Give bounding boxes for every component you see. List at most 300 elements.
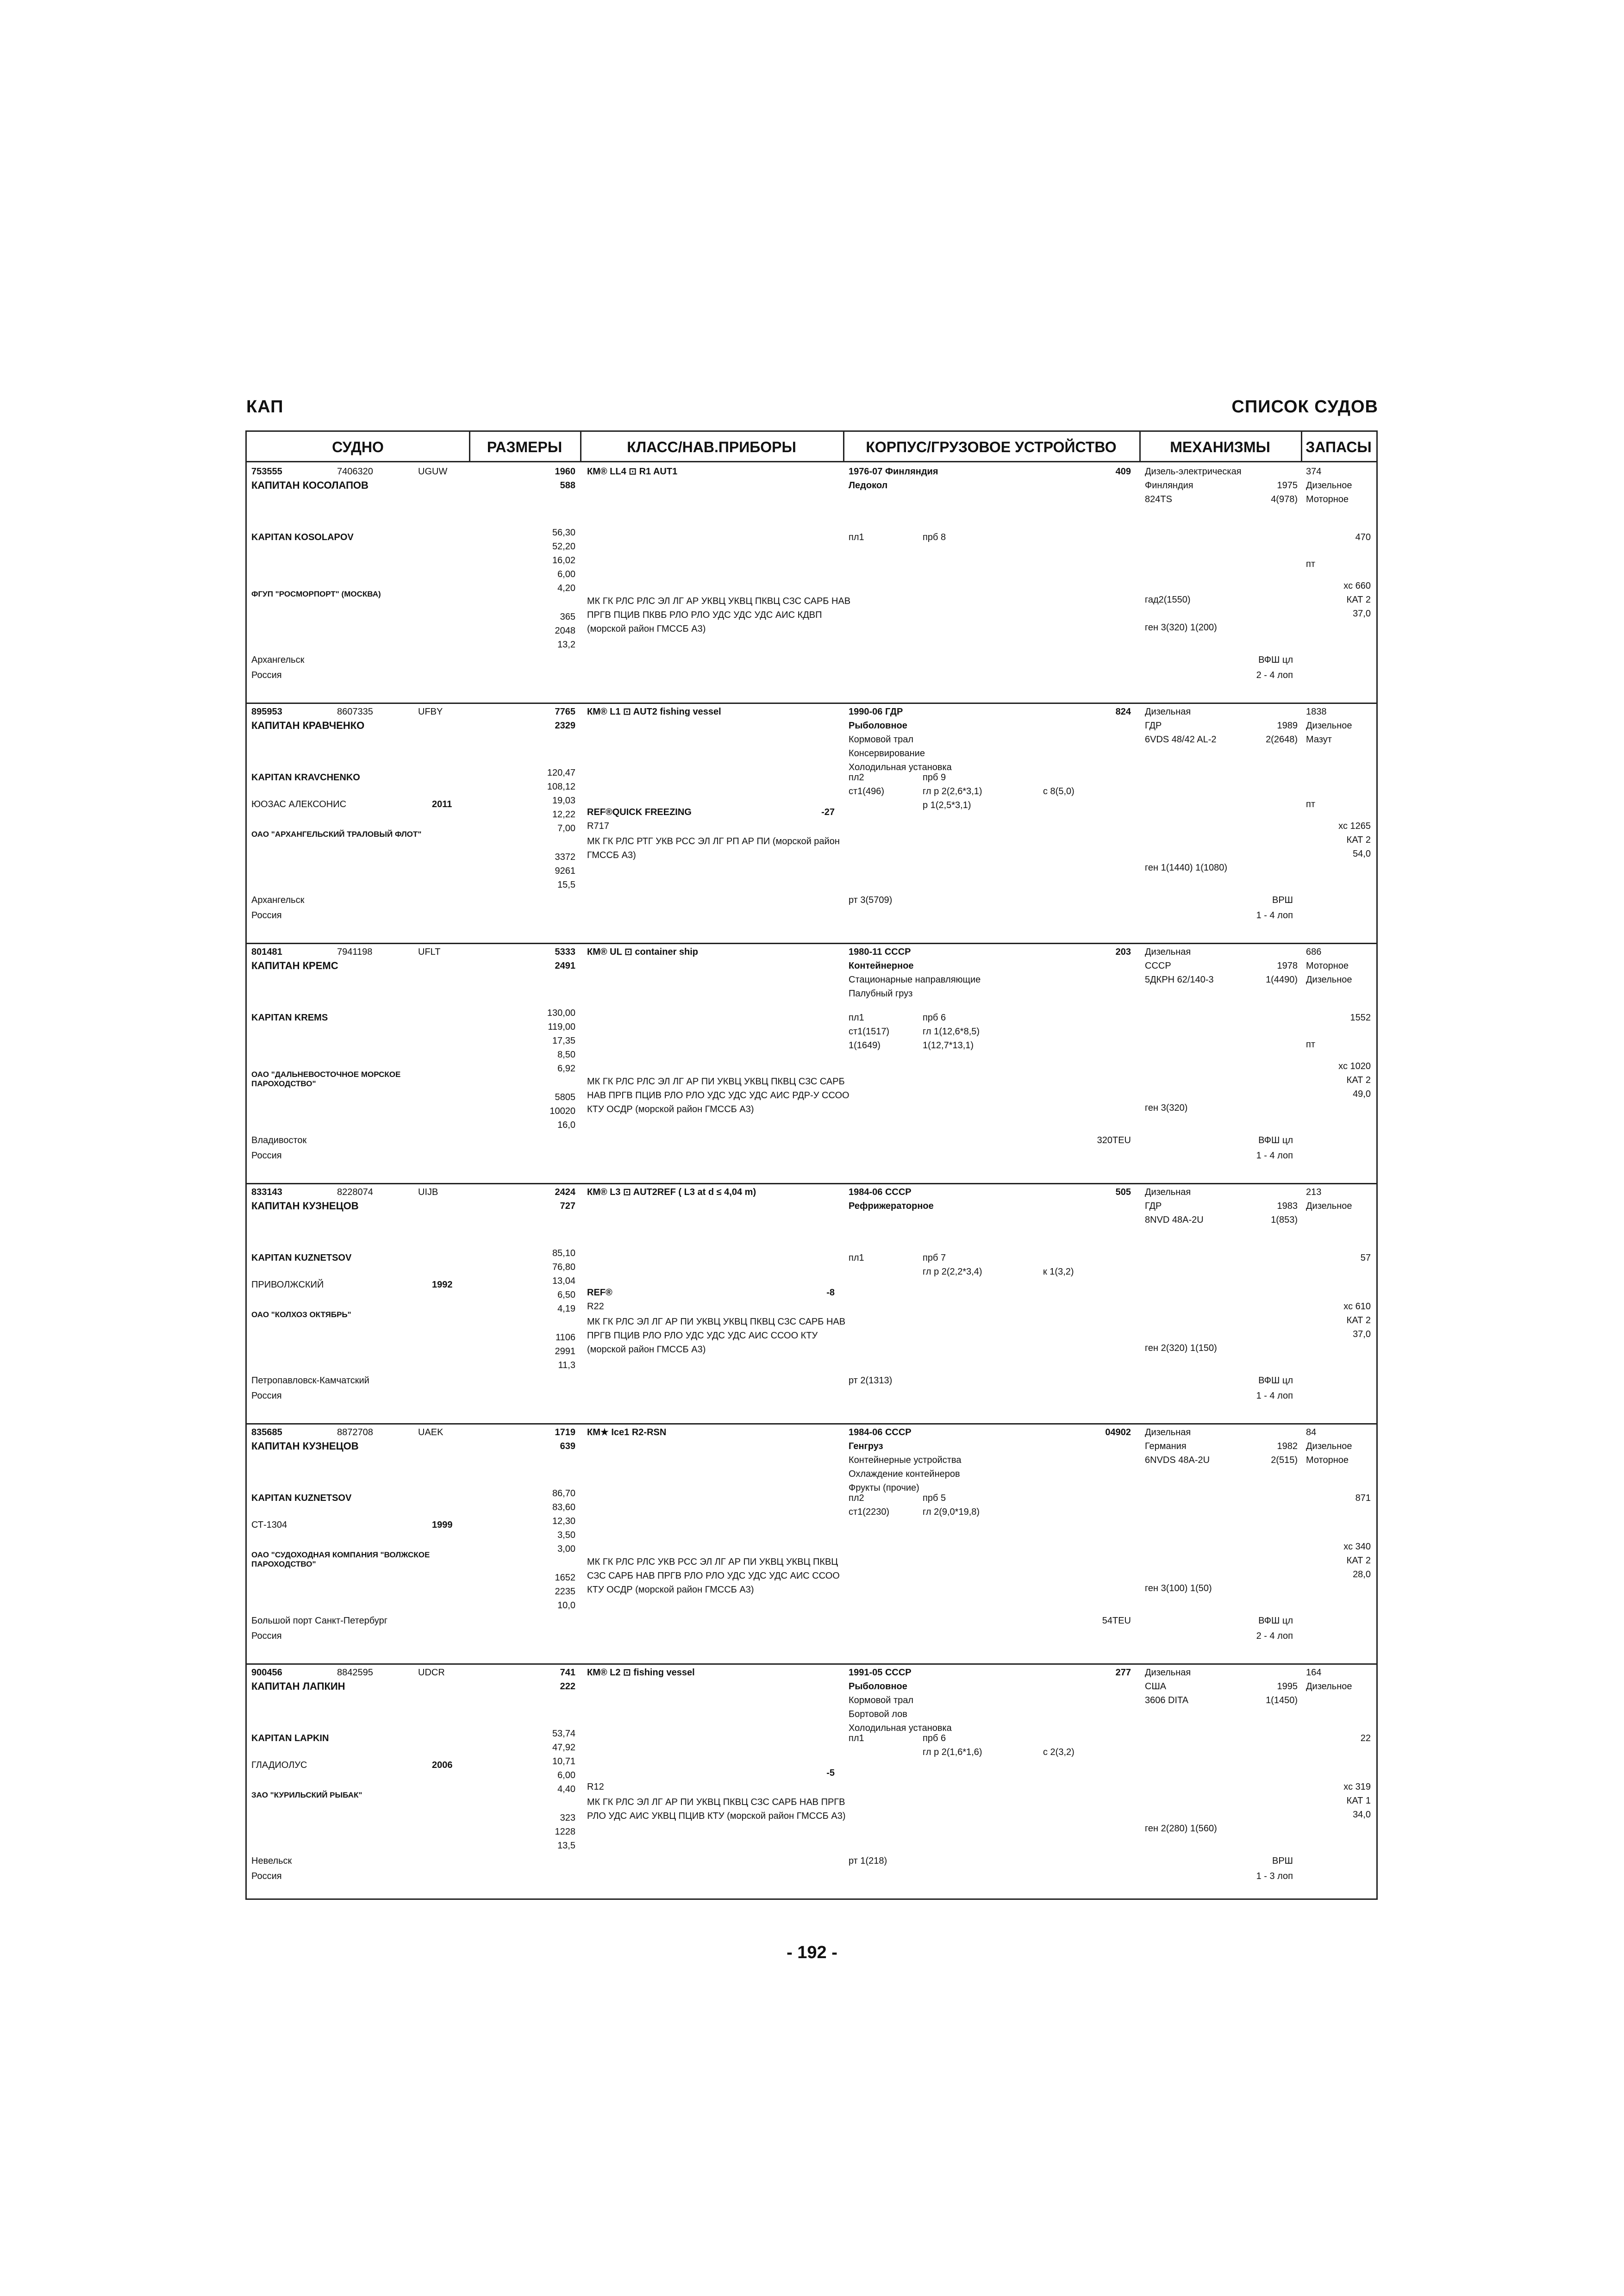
call-sign: UIJB xyxy=(418,1187,438,1197)
propeller-blades: 1 - 3 лоп xyxy=(1256,1871,1293,1881)
engine-item: Германия xyxy=(1145,1441,1187,1451)
imo-number: 7941198 xyxy=(337,947,373,957)
registry-number: 895953 xyxy=(251,707,282,717)
record-separator xyxy=(247,1423,1376,1425)
former-name-year: 2011 xyxy=(432,799,452,809)
page-number: - 192 - xyxy=(787,1943,837,1962)
dims2-item: 1106 xyxy=(555,1332,575,1343)
dims-item: 47,92 xyxy=(552,1742,575,1753)
cargo_a-item: пл1 xyxy=(849,532,864,542)
reserves-item: Моторное xyxy=(1306,961,1349,971)
dims-item: 6,00 xyxy=(557,1770,575,1780)
cargo_b-item: прб 6 xyxy=(923,1013,946,1023)
class-notation: КМ® LL4 ⊡ R1 AUT1 xyxy=(587,467,678,477)
hull_lines-item: Стационарные направляющие xyxy=(849,975,981,985)
record-separator xyxy=(247,1183,1376,1184)
home-port: Большой порт Санкт-Петербург xyxy=(251,1616,388,1626)
dims2-item: 2235 xyxy=(555,1587,575,1597)
engine-item: США xyxy=(1145,1681,1167,1692)
dims-item: 120,47 xyxy=(547,768,575,778)
refrigeration-class: REF®QUICK FREEZING xyxy=(587,807,692,817)
gross-tonnage: 741 xyxy=(560,1668,575,1678)
dims2-item: 16,0 xyxy=(557,1120,575,1130)
build-number: 203 xyxy=(1115,947,1131,957)
teu-capacity: 54TEU xyxy=(1102,1616,1131,1626)
dims-item: 10,71 xyxy=(552,1756,575,1767)
ship-record xyxy=(247,1423,1376,1663)
reserves-item: Дизельное xyxy=(1306,1201,1352,1211)
record-separator xyxy=(247,943,1376,944)
home-port: Невельск xyxy=(251,1856,292,1866)
header-right: СПИСОК СУДОВ xyxy=(1231,397,1378,417)
dims2-item: 2991 xyxy=(555,1346,575,1356)
divider xyxy=(1139,432,1141,462)
engine-item: Финляндия xyxy=(1145,480,1193,491)
gross-tonnage: 2424 xyxy=(555,1187,575,1197)
divider xyxy=(1301,432,1302,462)
generators: ген 1(1440) 1(1080) xyxy=(1145,863,1228,873)
engine-item: Дизельная xyxy=(1145,1427,1191,1437)
cargo-gear: к 1(3,2) xyxy=(1043,1267,1074,1277)
fuel-pt: пт xyxy=(1306,1039,1315,1050)
hold-capacity: рт 1(218) xyxy=(849,1856,887,1866)
nav-equipment: МК ГК РЛС ЭЛ ЛГ АР ПИ УКВЦ ПКВЦ СЗС САРБ НАВ ПРГВ РЛО УДС АИС УКВЦ ПЦИВ КТУ (морской район ГМССБ А3) xyxy=(587,1797,846,1821)
net-tonnage: 727 xyxy=(560,1201,575,1211)
res_bottom-item: 28,0 xyxy=(1353,1569,1371,1580)
reserves-item: Дизельное xyxy=(1306,480,1352,491)
build-date: 1976-07 Финляндия xyxy=(849,467,938,477)
cargo_a-item: пл1 xyxy=(849,1733,864,1743)
dims2-item: 10020 xyxy=(550,1106,575,1116)
fuel-pt: пт xyxy=(1306,799,1315,809)
fuel-capacity: 22 xyxy=(1360,1733,1371,1743)
divider xyxy=(843,432,844,462)
reserves-item: Моторное xyxy=(1306,494,1349,504)
engine-item: 6VDS 48/42 AL-2 xyxy=(1145,734,1217,745)
record-separator xyxy=(247,1663,1376,1665)
dims-item: 8,50 xyxy=(557,1050,575,1060)
fuel-pt: пт xyxy=(1306,559,1315,569)
call-sign: UFLT xyxy=(418,947,441,957)
owner: ФГУП "РОСМОРПОРТ" (МОСКВА) xyxy=(251,590,381,598)
call-sign: UGUW xyxy=(418,467,448,477)
dims-item: 108,12 xyxy=(547,782,575,792)
fuel-capacity: 470 xyxy=(1355,532,1371,542)
hull_lines-item: Палубный груз xyxy=(849,989,913,999)
cargo_a-item: пл2 xyxy=(849,772,864,783)
gross-tonnage: 1719 xyxy=(555,1427,575,1437)
nav-equipment: МК ГК РЛС РЛС ЭЛ ЛГ АР УКВЦ УКВЦ ПКВЦ СЗС САРБ НАВ ПРГВ ПЦИВ ПКВБ РЛО РЛО УДС УДС УДС АИС КДВП (морской район ГМССБ А3) xyxy=(587,596,851,634)
owner: ЗАО "КУРИЛЬСКИЙ РЫБАК" xyxy=(251,1791,362,1799)
ship-table xyxy=(245,430,1378,1900)
res_bottom-item: КАТ 2 xyxy=(1346,1315,1371,1325)
res_bottom-item: КАТ 2 xyxy=(1346,1075,1371,1085)
build-date: 1980-11 СССР xyxy=(849,947,911,957)
generators: ген 2(280) 1(560) xyxy=(1145,1823,1217,1834)
dims-item: 6,50 xyxy=(557,1290,575,1300)
build-date: 1984-06 СССР xyxy=(849,1427,912,1437)
hull_lines-item: Рефрижераторное xyxy=(849,1201,934,1211)
propeller-blades: 2 - 4 лоп xyxy=(1256,670,1293,680)
dims2-item: 11,3 xyxy=(558,1360,575,1370)
engine-item: Дизельная xyxy=(1145,707,1191,717)
dims2-item: 2048 xyxy=(555,626,575,636)
hold-capacity: рт 3(5709) xyxy=(849,895,893,905)
header-left: КАП xyxy=(246,397,284,417)
cargo_b-item: гл р 2(2,2*3,4) xyxy=(923,1267,982,1277)
cargo_a-item: пл2 xyxy=(849,1493,864,1503)
cargo_a-item: ст1(2230) xyxy=(849,1507,890,1517)
hull_lines-item: Рыболовное xyxy=(849,721,907,731)
vessel-name: КАПИТАН КРАВЧЕНКО xyxy=(251,720,365,731)
engine-item: ГДР xyxy=(1145,721,1162,731)
dims2-item: 365 xyxy=(560,612,575,622)
owner: ОАО "СУДОХОДНАЯ КОМПАНИЯ "ВОЛЖСКОЕ ПАРОХОДСТВО" xyxy=(251,1550,430,1568)
engine-year: 1995 xyxy=(1277,1681,1298,1692)
engine-power: 2(515) xyxy=(1271,1455,1298,1465)
dims-item: 4,40 xyxy=(557,1784,575,1794)
res_bottom-item: хс 319 xyxy=(1343,1782,1371,1792)
hull_lines-item: Контейнерные устройства xyxy=(849,1455,962,1465)
hull_lines-item: Генгруз xyxy=(849,1441,883,1451)
owner: ОАО "ДАЛЬНЕВОСТОЧНОЕ МОРСКОЕ ПАРОХОДСТВО" xyxy=(251,1070,401,1088)
engine-item: СССР xyxy=(1145,961,1171,971)
former-name-year: 1992 xyxy=(432,1280,453,1290)
propeller: ВРШ xyxy=(1272,895,1293,905)
imo-number: 8607335 xyxy=(337,707,373,717)
engine-item: 8NVD 48A-2U xyxy=(1145,1215,1204,1225)
dims-item: 130,00 xyxy=(547,1008,575,1018)
dims-item: 86,70 xyxy=(552,1488,575,1499)
boiler: гад2(1550) xyxy=(1145,595,1191,605)
hull_lines-item: Холодильная установка xyxy=(849,762,952,772)
call-sign: UDCR xyxy=(418,1668,445,1678)
divider xyxy=(580,432,581,462)
ship-record xyxy=(247,943,1376,1183)
propeller-blades: 1 - 4 лоп xyxy=(1256,1151,1293,1161)
reserves-item: Дизельное xyxy=(1306,721,1352,731)
res_bottom-item: 54,0 xyxy=(1353,849,1371,859)
vessel-name-latin: KAPITAN KREMS xyxy=(251,1013,328,1023)
res_bottom-item: 34,0 xyxy=(1353,1810,1371,1820)
hull_lines-item: Охлаждение контейнеров xyxy=(849,1469,960,1479)
dims2-item: 5805 xyxy=(555,1092,575,1102)
engine-item: 3606 DITA xyxy=(1145,1695,1189,1705)
class-notation: КМ® L3 ⊡ AUT2REF ( L3 at d ≤ 4,04 m) xyxy=(587,1187,756,1197)
cargo_a-item: ст1(1517) xyxy=(849,1027,890,1037)
build-number: 409 xyxy=(1115,467,1131,477)
col-dimensions: РАЗМЕРЫ xyxy=(469,432,580,462)
dims-item: 76,80 xyxy=(552,1262,575,1272)
hull_lines-item: Холодильная установка xyxy=(849,1723,952,1733)
fuel-capacity: 871 xyxy=(1355,1493,1371,1503)
owner: ОАО "АРХАНГЕЛЬСКИЙ ТРАЛОВЫЙ ФЛОТ" xyxy=(251,830,422,839)
flag-country: Россия xyxy=(251,910,282,921)
former-name-year: 2006 xyxy=(432,1760,453,1770)
record-separator xyxy=(247,703,1376,704)
hull_lines-item: Ледокол xyxy=(849,480,888,491)
dims2-item: 13,2 xyxy=(557,640,575,650)
reserves-item: 374 xyxy=(1306,467,1322,477)
dims-item: 12,22 xyxy=(552,809,575,820)
net-tonnage: 2329 xyxy=(555,721,575,731)
dims-item: 56,30 xyxy=(552,528,575,538)
nav-equipment: МК ГК РЛС РЛС ЭЛ ЛГ АР ПИ УКВЦ УКВЦ ПКВЦ СЗС САРБ НАВ ПРГВ ПЦИВ РЛО РЛО УДС УДС УДС АИС РДР-У ССОО КТУ ОСДР (морской район ГМССБ А3) xyxy=(587,1076,849,1114)
hull_lines-item: Фрукты (прочие) xyxy=(849,1483,919,1493)
generators: ген 3(320) xyxy=(1145,1103,1188,1113)
net-tonnage: 639 xyxy=(560,1441,575,1451)
res_bottom-item: хс 610 xyxy=(1343,1301,1371,1312)
engine-item: 6NVDS 48A-2U xyxy=(1145,1455,1210,1465)
dims-item: 85,10 xyxy=(552,1248,575,1258)
vessel-name: КАПИТАН ЛАПКИН xyxy=(251,1680,345,1692)
dims-item: 16,02 xyxy=(552,555,575,566)
propeller-blades: 1 - 4 лоп xyxy=(1256,910,1293,921)
cargo_b-item: гл 1(12,6*8,5) xyxy=(923,1027,980,1037)
ship-record xyxy=(247,1183,1376,1423)
refrigeration-class: REF® xyxy=(587,1288,612,1298)
refrigeration-temp: -8 xyxy=(826,1288,835,1298)
dims-item: 13,04 xyxy=(552,1276,575,1286)
build-number: 824 xyxy=(1115,707,1131,717)
dims-item: 119,00 xyxy=(548,1022,575,1032)
generators: ген 3(320) 1(200) xyxy=(1145,622,1217,633)
dims-item: 12,30 xyxy=(552,1516,575,1526)
net-tonnage: 588 xyxy=(560,480,575,491)
dims-item: 6,92 xyxy=(557,1064,575,1074)
col-class: КЛАСС/НАВ.ПРИБОРЫ xyxy=(580,432,843,462)
home-port: Архангельск xyxy=(251,655,305,665)
registry-number: 833143 xyxy=(251,1187,282,1197)
cargo_a-item: 1(1649) xyxy=(849,1040,881,1051)
dims2-item: 15,5 xyxy=(557,880,575,890)
dims-item: 3,00 xyxy=(557,1544,575,1554)
registry-number: 900456 xyxy=(251,1668,282,1678)
propeller-blades: 2 - 4 лоп xyxy=(1256,1631,1293,1641)
hull_lines-item: Кормовой трал xyxy=(849,1695,914,1705)
vessel-name-latin: KAPITAN KUZNETSOV xyxy=(251,1253,352,1263)
dims-item: 7,00 xyxy=(557,823,575,834)
gross-tonnage: 7765 xyxy=(555,707,575,717)
engine-year: 1982 xyxy=(1277,1441,1298,1451)
dims2-item: 13,5 xyxy=(557,1841,575,1851)
reserves-item: Моторное xyxy=(1306,1455,1349,1465)
col-hull: КОРПУС/ГРУЗОВОЕ УСТРОЙСТВО xyxy=(843,432,1139,462)
generators: ген 3(100) 1(50) xyxy=(1145,1583,1212,1593)
class-notation: КМ★ Ice1 R2-RSN xyxy=(587,1427,667,1437)
flag-country: Россия xyxy=(251,1631,282,1641)
ship-record xyxy=(247,1663,1376,1904)
cargo_b-item: гл р 2(1,6*1,6) xyxy=(923,1747,982,1757)
home-port: Архангельск xyxy=(251,895,305,905)
class-notation: КМ® UL ⊡ container ship xyxy=(587,947,699,957)
build-number: 04902 xyxy=(1105,1427,1131,1437)
hull_lines-item: Консервирование xyxy=(849,748,925,759)
engine-item: 5ДКРН 62/140-3 xyxy=(1145,975,1214,985)
fuel-capacity: 1552 xyxy=(1350,1013,1371,1023)
refrigeration-temp: -27 xyxy=(821,807,835,817)
dims-item: 4,19 xyxy=(557,1304,575,1314)
engine-power: 4(978) xyxy=(1271,494,1298,504)
engine-power: 2(2648) xyxy=(1266,734,1298,745)
reserves-item: 1838 xyxy=(1306,707,1327,717)
teu-capacity: 320TEU xyxy=(1097,1135,1131,1145)
cargo_b-item: гл р 2(2,6*3,1) xyxy=(923,786,982,796)
hull_lines-item: Рыболовное xyxy=(849,1681,907,1692)
res_bottom-item: хс 1020 xyxy=(1338,1061,1371,1071)
hull_lines-item: Кормовой трал xyxy=(849,734,914,745)
imo-number: 7406320 xyxy=(337,467,373,477)
net-tonnage: 222 xyxy=(560,1681,575,1692)
former-name: ГЛАДИОЛУС xyxy=(251,1760,307,1770)
former-name-year: 1999 xyxy=(432,1520,453,1530)
dims2-item: 10,0 xyxy=(557,1600,575,1611)
refrigerant: R12 xyxy=(587,1782,604,1792)
res_bottom-item: 49,0 xyxy=(1353,1089,1371,1099)
vessel-name: КАПИТАН КУЗНЕЦОВ xyxy=(251,1440,359,1452)
reserves-item: 686 xyxy=(1306,947,1322,957)
engine-item: 824TS xyxy=(1145,494,1172,504)
class-notation: КМ® L1 ⊡ AUT2 fishing vessel xyxy=(587,707,721,717)
engine-item: Дизельная xyxy=(1145,947,1191,957)
reserves-item: 213 xyxy=(1306,1187,1322,1197)
flag-country: Россия xyxy=(251,1391,282,1401)
res_bottom-item: КАТ 1 xyxy=(1346,1796,1371,1806)
propeller: ВФШ цл xyxy=(1258,1375,1293,1386)
vessel-name-latin: KAPITAN KOSOLAPOV xyxy=(251,532,354,542)
divider xyxy=(469,432,470,462)
former-name: ПРИВОЛЖСКИЙ xyxy=(251,1280,324,1290)
col-machinery: МЕХАНИЗМЫ xyxy=(1139,432,1301,462)
registry-number: 801481 xyxy=(251,947,282,957)
res_bottom-item: хс 340 xyxy=(1343,1542,1371,1552)
res_bottom-item: КАТ 2 xyxy=(1346,835,1371,845)
dims-item: 3,50 xyxy=(557,1530,575,1540)
cargo_a-item: ст1(496) xyxy=(849,786,884,796)
build-date: 1984-06 СССР xyxy=(849,1187,912,1197)
propeller: ВФШ цл xyxy=(1258,1616,1293,1626)
build-date: 1991-05 СССР xyxy=(849,1668,912,1678)
dims-item: 83,60 xyxy=(552,1502,575,1512)
cargo-gear: с 8(5,0) xyxy=(1043,786,1074,796)
propeller: ВРШ xyxy=(1272,1856,1293,1866)
res_bottom-item: КАТ 2 xyxy=(1346,595,1371,605)
res_bottom-item: хс 660 xyxy=(1343,581,1371,591)
owner: ОАО "КОЛХОЗ ОКТЯБРЬ" xyxy=(251,1310,351,1319)
vessel-name: КАПИТАН КОСОЛАПОВ xyxy=(251,479,369,491)
nav-equipment: МК ГК РЛС ЭЛ ЛГ АР ПИ УКВЦ УКВЦ ПКВЦ СЗС САРБ НАВ ПРГВ ПЦИВ РЛО РЛО УДС УДС УДС АИС ССОО КТУ (морской район ГМССБ А3) xyxy=(587,1317,846,1355)
registry-number: 753555 xyxy=(251,467,282,477)
propeller: ВФШ цл xyxy=(1258,655,1293,665)
res_bottom-item: 37,0 xyxy=(1353,1329,1371,1339)
flag-country: Россия xyxy=(251,1871,282,1881)
engine-power: 1(4490) xyxy=(1266,975,1298,985)
hull_lines-item: Бортовой лов xyxy=(849,1709,907,1719)
engine-item: Дизель-электрическая xyxy=(1145,467,1242,477)
dims-item: 6,00 xyxy=(557,569,575,579)
engine-power: 1(1450) xyxy=(1266,1695,1298,1705)
propeller: ВФШ цл xyxy=(1258,1135,1293,1145)
call-sign: UFBY xyxy=(418,707,443,717)
build-number: 277 xyxy=(1115,1668,1131,1678)
engine-year: 1983 xyxy=(1277,1201,1298,1211)
engine-power: 1(853) xyxy=(1271,1215,1298,1225)
class-notation: КМ® L2 ⊡ fishing vessel xyxy=(587,1668,695,1678)
cargo_b-item: прб 8 xyxy=(923,532,946,542)
cargo_b-item: прб 5 xyxy=(923,1493,946,1503)
res_bottom-item: 37,0 xyxy=(1353,609,1371,619)
reserves-item: Дизельное xyxy=(1306,1681,1352,1692)
vessel-name-latin: KAPITAN KUZNETSOV xyxy=(251,1493,352,1503)
cargo_a-item: пл1 xyxy=(849,1013,864,1023)
flag-country: Россия xyxy=(251,670,282,680)
home-port: Владивосток xyxy=(251,1135,307,1145)
engine-item: Дизельная xyxy=(1145,1668,1191,1678)
dims2-item: 3372 xyxy=(555,852,575,862)
imo-number: 8842595 xyxy=(337,1668,373,1678)
res_bottom-item: КАТ 2 xyxy=(1346,1556,1371,1566)
reserves-item: Мазут xyxy=(1306,734,1332,745)
reserves-item: 84 xyxy=(1306,1427,1317,1437)
call-sign: UAEK xyxy=(418,1427,443,1437)
gross-tonnage: 1960 xyxy=(555,467,575,477)
cargo_b-item: прб 9 xyxy=(923,772,946,783)
engine-item: Дизельная xyxy=(1145,1187,1191,1197)
cargo_a-item: пл1 xyxy=(849,1253,864,1263)
reserves-item: 164 xyxy=(1306,1668,1322,1678)
dims-item: 17,35 xyxy=(552,1036,575,1046)
refrigeration-temp: -5 xyxy=(826,1768,835,1778)
dims2-item: 1228 xyxy=(555,1827,575,1837)
build-date: 1990-06 ГДР xyxy=(849,707,903,717)
cargo_b-item: гл 2(9,0*19,8) xyxy=(923,1507,980,1517)
cargo_b-item: прб 7 xyxy=(923,1253,946,1263)
refrigerant: R22 xyxy=(587,1301,604,1312)
engine-year: 1989 xyxy=(1277,721,1298,731)
refrigerant: R717 xyxy=(587,821,609,831)
net-tonnage: 2491 xyxy=(555,961,575,971)
dims-item: 4,20 xyxy=(557,583,575,593)
engine-item: ГДР xyxy=(1145,1201,1162,1211)
cargo_b-item: 1(12,7*13,1) xyxy=(923,1040,974,1051)
registry-number: 835685 xyxy=(251,1427,282,1437)
vessel-name-latin: KAPITAN KRAVCHENKO xyxy=(251,772,360,783)
cargo_b-item: прб 6 xyxy=(923,1733,946,1743)
dims2-item: 1652 xyxy=(555,1573,575,1583)
ship-record xyxy=(247,462,1376,703)
vessel-name: КАПИТАН КРЕМС xyxy=(251,960,338,971)
generators: ген 2(320) 1(150) xyxy=(1145,1343,1217,1353)
dims-item: 53,74 xyxy=(552,1729,575,1739)
home-port: Петропавловск-Камчатский xyxy=(251,1375,369,1386)
gross-tonnage: 5333 xyxy=(555,947,575,957)
cargo_b-item: р 1(2,5*3,1) xyxy=(923,800,971,810)
former-name: СТ-1304 xyxy=(251,1520,287,1530)
propeller-blades: 1 - 4 лоп xyxy=(1256,1391,1293,1401)
dims-item: 52,20 xyxy=(552,541,575,552)
vessel-name-latin: KAPITAN LAPKIN xyxy=(251,1733,329,1743)
imo-number: 8872708 xyxy=(337,1427,373,1437)
former-name: ЮОЗАС АЛЕКСОНИС xyxy=(251,799,347,809)
reserves-item: Дизельное xyxy=(1306,975,1352,985)
col-reserves: ЗАПАСЫ xyxy=(1301,432,1376,462)
col-vessel: СУДНО xyxy=(247,432,469,462)
engine-year: 1978 xyxy=(1277,961,1298,971)
hold-capacity: рт 2(1313) xyxy=(849,1375,893,1386)
vessel-name: КАПИТАН КУЗНЕЦОВ xyxy=(251,1200,359,1212)
cargo-gear: с 2(3,2) xyxy=(1043,1747,1074,1757)
res_bottom-item: хс 1265 xyxy=(1338,821,1371,831)
